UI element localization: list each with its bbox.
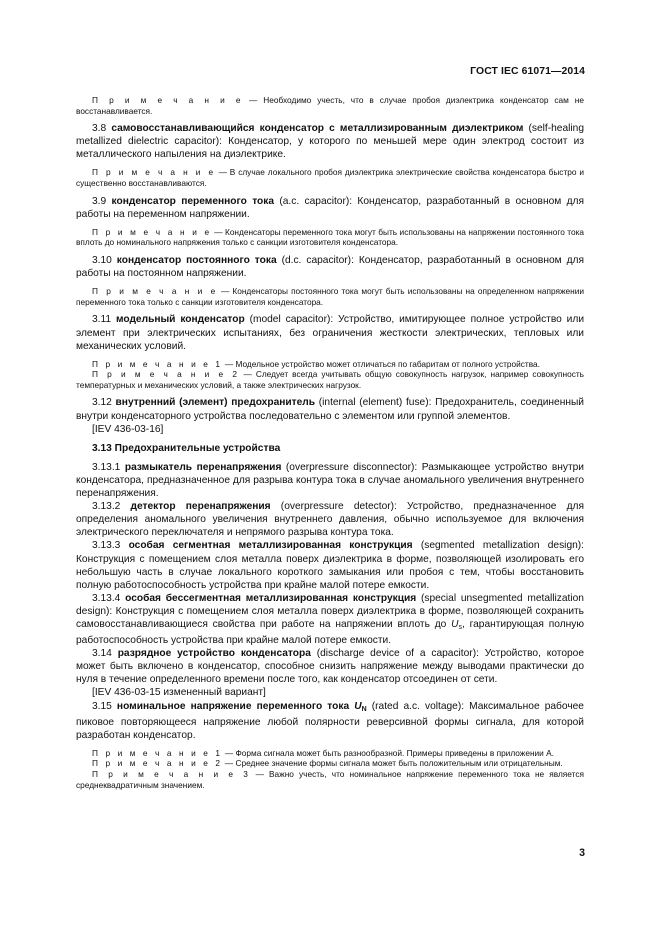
note-paragraph (76, 769, 584, 790)
term-3-13-3 (76, 539, 584, 591)
term-number: 3.14 (92, 648, 112, 660)
term-name: особая сегментная металлизированная конструкция (128, 540, 413, 552)
term-definition: (rated a.c. voltage): Максимальное рабочее пиковое повторяющееся напряжение любой полярности реверсивной формы сигнала, для которой разработан конденсатор. (76, 700, 584, 741)
term-name: конденсатор постоянного тока (116, 255, 277, 267)
term-definition: (discharge device of a capacitor): Устройство, которое может быть включено в конденсатор, способное снизить напряжение между выводами практически до нуля в течение определенного времени после того, как конденсатор отсоединен от сети. (76, 648, 584, 686)
note-text: — Модельное устройство может отличаться по габаритам от полного устройства. (222, 358, 540, 369)
note-text: — Следует всегда учитывать общую совокупность нагрузок, например совокупность температурных и механических условий, а также электрических нагрузок. (76, 369, 584, 390)
note-label: П р и м е ч а н и е 3 (92, 769, 251, 779)
term-definition: (overpressure disconnector): Размыкающее устройство внутри конденсатора, предназначенное для разрыва контура тока в случае аномального увеличения внутреннего перенапряжения. (76, 461, 585, 500)
term-number: 3.12 (92, 397, 112, 409)
note-label: П р и м е ч а н и е 1 (92, 747, 223, 758)
iev-reference: [IEV 436-03-16] (92, 423, 164, 435)
note-text: — Важно учесть, что номинальное напряжение переменного тока не является среднеквадратичным значением. (76, 769, 584, 790)
note-paragraph (76, 95, 584, 116)
term-number: 3.13.2 (92, 501, 121, 513)
note-text: — Форма сигнала может быть разнообразной. Примеры приведены в приложении А. (222, 747, 554, 758)
term-3-10 (76, 254, 584, 280)
term-definition: (d.c. capacitor): Конденсатор, разработанный в основном для работы на постоянном напряжении. (76, 255, 584, 280)
term-name: детектор перенапряжения (130, 501, 271, 513)
term-definition: (model capacitor): Устройство, имитирующее полное устройство или элемент при электрических испытаниях, без ограничения жесткости электрических, тепловых или механических условий. (76, 314, 585, 352)
term-number: 3.11 (92, 314, 112, 326)
note-label: П р и м е ч а н и е (92, 167, 216, 178)
term-3-13-2 (76, 500, 584, 539)
term-number: 3.13.3 (92, 540, 121, 552)
term-3-13-4 (76, 592, 584, 647)
term-3-14 (76, 647, 584, 686)
note-paragraph (76, 286, 584, 307)
term-definition: (internal (element) fuse): Предохранитель, соединенный внутри конденсаторного устройства последовательно с элементом или группой элементов. (76, 397, 584, 422)
term-definition: (overpressure detector): Устройство, предназначенное для определения аномального увеличения внутреннего давления, обычно используемое для включения электрического переключателя и непрямого разрыва контура тока. (76, 501, 584, 539)
note-label: П р и м е ч а н и е 1 (92, 358, 223, 369)
note-text: — Среднее значение формы сигнала может быть положительным или отрицательным. (222, 758, 563, 769)
section-heading-text: 3.13 Предохранительные устройства (92, 442, 281, 454)
term-name: разрядное устройство конденсатора (117, 648, 311, 660)
term-number: 3.13.4 (92, 592, 121, 604)
note-paragraph (76, 227, 584, 248)
note-paragraph (76, 748, 584, 759)
term-3-11 (76, 313, 584, 352)
term-3-13-1 (76, 461, 584, 500)
term-name: особая бессегментная металлизированная конструкция (125, 592, 417, 604)
term-definition: (self-healing metallized dielectric capacitor): Конденсатор, у которого по меньшей мере один электрод состоит из металлического напыления на диэлектрике. (76, 123, 584, 161)
note-paragraph (76, 758, 584, 769)
note-text: — Конденсаторы переменного тока могут быть использованы на напряжении постоянного тока вплоть до номинального напряжения только с санкции изготовителя конденсатора. (76, 226, 585, 248)
note-text: — Необходимо учесть, что в случае пробоя диэлектрика конденсатор сам не восстанавливается. (76, 95, 584, 116)
term-name: номинальное напряжение переменного тока (116, 700, 350, 712)
term-name: самовосстанавливающийся конденсатор с металлизированным диэлектриком (111, 123, 524, 135)
note-label: П р и м е ч а н и е (92, 286, 218, 297)
term-name: внутренний (элемент) предохранитель (115, 397, 316, 409)
section-heading-3-13 (76, 442, 584, 455)
term-number: 3.8 (92, 123, 107, 135)
term-definition: (special unsegmented metallization design): Конструкция с помещением слоя металла поверх диэлектрика в форме, позволяющей сохранить самовосстанавливающиеся свойства при работе на напряжении вплоть до (76, 592, 584, 630)
note-paragraph (76, 167, 584, 188)
term-name: модельный конденсатор (115, 314, 245, 326)
standard-designation: ГОСТ IEC 61071—2014 (470, 66, 585, 77)
note-label: П р и м е ч а н и е 2 (92, 369, 240, 380)
note-label: П р и м е ч а н и е (92, 95, 244, 105)
voltage-symbol: U (451, 618, 459, 630)
term-3-9 (76, 195, 584, 221)
note-paragraph (76, 359, 584, 370)
iev-reference: [IEV 436-03-15 измененный вариант] (92, 687, 266, 699)
term-definition: (segmented metallization design): Конструкция с помещением слоя металла поверх диэлектрика в форме, позволяющей изолировать его небольшую часть в случае локального короткого замыкания или пробоя с тем, чтобы восстановить полную работоспособность устройства при крайне малой потере емкости. (76, 540, 584, 591)
page-number: 3 (579, 847, 585, 859)
term-number: 3.9 (92, 195, 107, 207)
term-3-15 (76, 700, 584, 742)
note-label: П р и м е ч а н и е 2 (92, 758, 223, 769)
term-number: 3.13.1 (92, 461, 121, 473)
note-text: — В случае локального пробоя диэлектрика электрические свойства конденсатора быстро и существенно восстанавливаются. (76, 167, 584, 189)
term-3-12 (76, 396, 584, 422)
term-number: 3.10 (92, 255, 112, 267)
term-name: размыкатель перенапряжения (124, 461, 282, 473)
term-definition-end: , гарантирующая полную работоспособность устройства при крайне малой потере емкости. (76, 618, 585, 647)
rated-voltage-subscript: N (361, 705, 367, 713)
note-paragraph (76, 369, 584, 390)
term-name: конденсатор переменного тока (111, 195, 275, 207)
note-label: П р и м е ч а н и е (92, 226, 212, 237)
note-text: — Конденсаторы постоянного тока могут быть использованы на определенном напряжении переменного тока только с санкции изготовителя конденсатора. (76, 286, 584, 307)
term-3-8 (76, 122, 584, 161)
term-number: 3.15 (92, 700, 112, 712)
term-definition: (a.c. capacitor): Конденсатор, разработанный в основном для работы на переменном напряжении. (76, 195, 584, 220)
rated-voltage-symbol: U (354, 700, 362, 712)
voltage-subscript: s (458, 623, 462, 631)
document-body (76, 95, 584, 796)
